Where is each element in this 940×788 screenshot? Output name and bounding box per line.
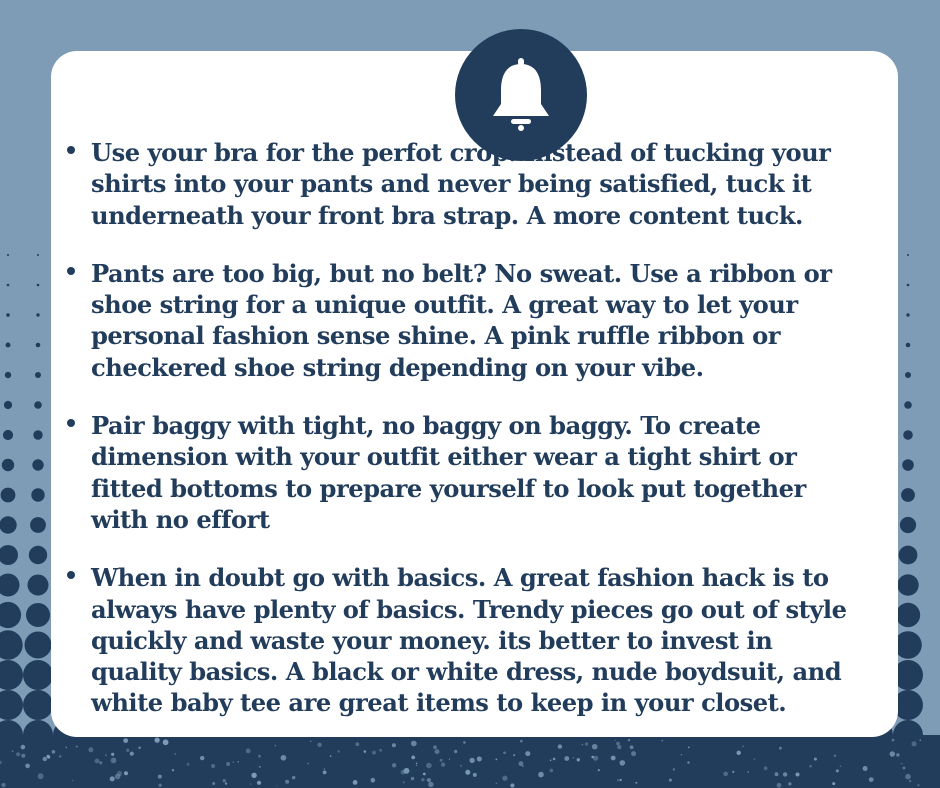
tip-text: Use your bra for the perfot crop. Instead of tucking your shirts into your pants and never being satisfied, tuck it underneath your front bra strap. A more content tuck. [91,138,831,230]
bullet-marker [67,419,75,427]
tip-text: When in doubt go with basics. A great fashion hack is to always have plenty of basics. Trendy pieces go out of style quickly and waste your money. its better to invest in quality basics. A black or white dress, nude boydsuit, and white baby tee are great items to keep in your closet. [91,563,847,718]
bell-icon [489,58,553,132]
tip-text: Pants are too big, but no belt? No sweat. Use a ribbon or shoe string for a unique outfit. A great way to let your personal fashion sense shine. A pink ruffle ribbon or checkered shoe string depending on your vibe. [91,258,832,382]
tip-item [91,258,870,383]
tip-item [91,562,870,718]
tip-text: Pair baggy with tight, no baggy on baggy. To create dimension with your outfit either wear a tight shirt or fitted bottoms to prepare yourself to look put together with no effort [91,411,806,534]
tips-list [91,137,870,719]
bullet-marker [67,146,75,154]
tip-item [91,137,870,231]
tip-item [91,410,870,535]
bullet-marker [67,267,75,275]
bullet-marker [67,571,75,579]
tips-card [51,51,898,737]
